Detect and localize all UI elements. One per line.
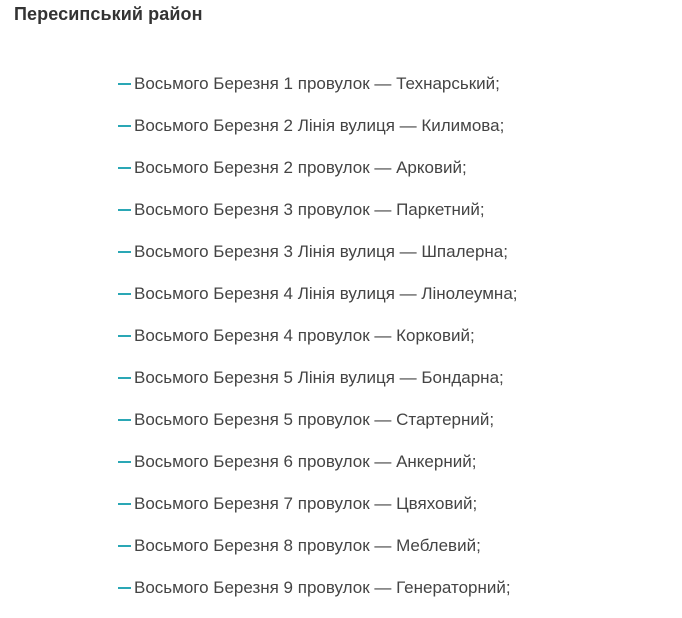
dash-icon <box>118 503 131 505</box>
street-text: Восьмого Березня 3 провулок — Паркетний; <box>134 200 485 219</box>
dash-icon <box>118 83 131 85</box>
dash-icon <box>118 461 131 463</box>
list-item <box>118 198 518 240</box>
dash-icon <box>118 167 131 169</box>
street-text: Восьмого Березня 9 провулок — Генераторний; <box>134 578 511 597</box>
street-text: Восьмого Березня 2 Лінія вулиця — Килимова; <box>134 116 505 135</box>
list-item <box>118 492 518 534</box>
dash-icon <box>118 545 131 547</box>
street-text: Восьмого Березня 1 провулок — Технарський; <box>134 74 500 93</box>
street-text: Восьмого Березня 3 Лінія вулиця — Шпалерна; <box>134 242 508 261</box>
dash-icon <box>118 419 131 421</box>
list-item <box>118 282 518 324</box>
street-text: Восьмого Березня 8 провулок — Меблевий; <box>134 536 481 555</box>
street-text: Восьмого Березня 4 провулок — Корковий; <box>134 326 475 345</box>
dash-icon <box>118 377 131 379</box>
list-item <box>118 240 518 282</box>
dash-icon <box>118 293 131 295</box>
street-text: Восьмого Березня 4 Лінія вулиця — Лінолеумна; <box>134 284 518 303</box>
street-text: Восьмого Березня 5 Лінія вулиця — Бондарна; <box>134 368 504 387</box>
street-text: Восьмого Березня 2 провулок — Арковий; <box>134 158 467 177</box>
dash-icon <box>118 335 131 337</box>
dash-icon <box>118 209 131 211</box>
list-item <box>118 156 518 198</box>
street-text: Восьмого Березня 5 провулок — Стартерний; <box>134 410 495 429</box>
district-heading: Пересипський район <box>14 4 203 24</box>
list-item <box>118 366 518 408</box>
list-item <box>118 450 518 492</box>
dash-icon <box>118 251 131 253</box>
list-item <box>118 324 518 366</box>
dash-icon <box>118 125 131 127</box>
list-item <box>118 408 518 450</box>
list-item <box>118 576 518 618</box>
list-item <box>118 534 518 576</box>
street-text: Восьмого Березня 6 провулок — Анкерний; <box>134 452 477 471</box>
list-item <box>118 72 518 114</box>
list-item <box>118 114 518 156</box>
street-rename-list <box>118 72 518 618</box>
dash-icon <box>118 587 131 589</box>
street-text: Восьмого Березня 7 провулок — Цвяховий; <box>134 494 478 513</box>
